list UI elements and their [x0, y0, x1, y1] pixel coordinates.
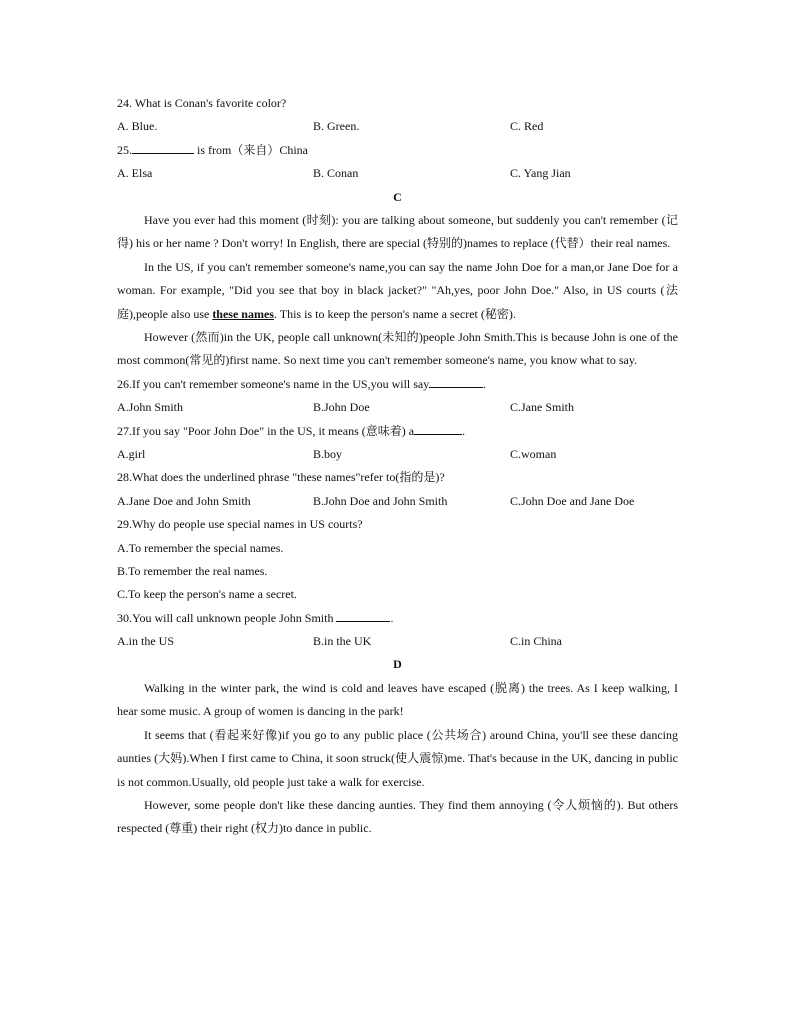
option-c: C.John Doe and Jane Doe [510, 493, 635, 508]
question-end: . [483, 376, 487, 391]
option-c: C. Yang Jian [510, 166, 571, 181]
question-24: 24. What is Conan's favorite color? [117, 96, 287, 110]
option-c: C.Jane Smith [510, 400, 575, 415]
option-c: C.in China [510, 634, 563, 649]
option-b: B. Conan [313, 166, 359, 181]
answer-blank [336, 607, 390, 622]
option-c: C.To keep the person's name a secret. [117, 587, 297, 602]
answer-blank [429, 373, 483, 388]
question-30-options [117, 630, 678, 653]
question-28-options [117, 490, 678, 513]
question-30 [117, 607, 678, 630]
underlined-phrase: these names [212, 306, 274, 321]
question-text: 27.If you say "Poor John Doe" in the US, it means (意味着) a [117, 423, 415, 438]
section-heading-d: D [393, 657, 402, 672]
question-number: 25. [117, 142, 132, 157]
question-26-options [117, 396, 678, 419]
paragraph-text: . This is to keep the person's name a secret (秘密). [273, 306, 516, 321]
section-heading-c: C [393, 189, 402, 204]
answer-blank [414, 420, 462, 435]
option-a: A.girl [117, 446, 146, 461]
passage-c-paragraph-1: Have you ever had this moment (时刻): you are talking about someone, but suddenly you can't remember (记得) his or her name ? Don't worry! In English, there are special (特别的)names to replace (代替）their real names. [117, 212, 678, 251]
option-b: B.in the UK [313, 634, 372, 649]
question-28: 28.What does the underlined phrase "these names"refer to(指的是)? [117, 470, 445, 485]
passage-c-paragraph-3: However (然而)in the UK, people call unknown(未知的)people John Smith.This is because John is one of the most common(常见的)first name. So next time you can't remember someone's name, you know what to say. [117, 329, 678, 368]
question-24-options [117, 115, 678, 138]
option-b: B.To remember the real names. [117, 563, 268, 578]
question-27 [117, 420, 678, 443]
question-25-options [117, 162, 678, 185]
question-text: is from（来自）China [194, 142, 308, 157]
question-26 [117, 373, 678, 396]
paragraph-text: In the US, if you can't remember someone's name,you can say the name John Doe for a man,or Jane Doe for a woman. For example, "Did you see that boy in black jacket?" "Ah,yes, poor John Doe." Also, in US courts (法庭),people also use [117, 259, 678, 321]
question-25 [117, 139, 678, 162]
passage-d-paragraph-3: However, some people don't like these dancing aunties. They find them annoying (令人烦恼的). But others respected (尊重) their right (权力)to dance in public. [117, 797, 678, 836]
question-29: 29.Why do people use special names in US courts? [117, 517, 363, 532]
option-c: C.woman [510, 446, 557, 461]
option-b: B.John Doe [313, 400, 370, 415]
option-a: A.in the US [117, 634, 174, 649]
answer-blank [132, 139, 194, 154]
option-c: C. Red [510, 119, 544, 134]
worksheet-page [117, 92, 678, 841]
option-a: A. Elsa [117, 166, 153, 181]
passage-d-paragraph-2: It seems that (看起来好像)if you go to any public place (公共场合) around China, you'll see these dancing aunties (大妈).When I first came to China, it soon struck(使人震惊)me. That's because in the UK, dancing in public is not common.Usually, old people just take a walk for exercise. [117, 727, 678, 789]
option-b: B.John Doe and John Smith [313, 493, 448, 508]
question-text: 26.If you can't remember someone's name in the US,you will say [117, 376, 430, 391]
option-a: A.John Smith [117, 400, 184, 415]
option-b: B. Green. [313, 119, 360, 134]
question-end: . [390, 610, 394, 625]
passage-c-paragraph-2 [117, 256, 678, 326]
question-end: . [462, 423, 466, 438]
option-a: A. Blue. [117, 119, 158, 134]
option-a: A.To remember the special names. [117, 540, 284, 555]
question-text: 30.You will call unknown people John Smith [117, 610, 337, 625]
option-a: A.Jane Doe and John Smith [117, 493, 251, 508]
option-b: B.boy [313, 446, 343, 461]
question-27-options [117, 443, 678, 466]
passage-d-paragraph-1: Walking in the winter park, the wind is cold and leaves have escaped (脱离) the trees. As I keep walking, I hear some music. A group of women is dancing in the park! [117, 680, 678, 719]
